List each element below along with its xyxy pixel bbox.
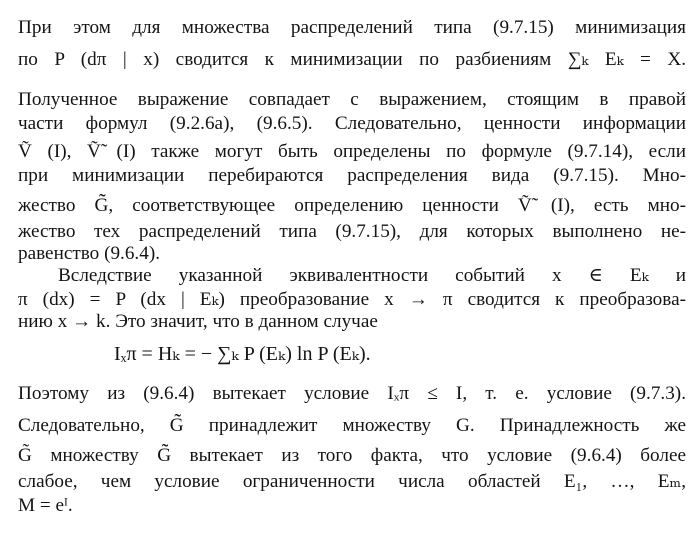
text-line-12: нию x → k. Это значит, что в данном случае (18, 311, 378, 332)
text-line-10: Вследствие указанной эквивалентности событий x ∈ Eₖ и (58, 265, 686, 286)
text-line-4: части формул (9.2.6а), (9.6.5). Следовательно, ценности информации (18, 113, 686, 134)
text-line-3: Полученное выражение совпадает с выражением, стоящим в правой (18, 89, 686, 110)
text-line-1: При этом для множества распределений типа (9.7.15) минимизация (18, 17, 686, 38)
text-line-15: G̃ множеству G̃̃ вытекает из того факта, что условие (9.6.4) более (18, 445, 686, 466)
text-line-11: π (dx) = P (dx | Eₖ) преобразование x → π сводится к преобразова- (18, 289, 686, 310)
text-line-16: слабое, чем условие ограниченности числа областей E₁, …, Eₘ, (18, 471, 686, 492)
text-line-5: Ṽ (I), Ṽ̃ (I) также могут быть определены по формуле (9.7.14), если (18, 141, 686, 162)
text-line-2: по P (dπ | x) сводится к минимизации по разбиениям ∑ₖ Eₖ = X. (18, 49, 686, 70)
text-line-8: жество тех распределений типа (9.7.15), для которых выполнено не- (18, 221, 686, 242)
text-line-6: при минимизации перебираются распределения вида (9.7.15). Мно- (18, 165, 686, 186)
text-line-7: жество G̃̃, соответствующее определению ценности Ṽ̃ (I), есть мно- (18, 195, 686, 216)
display-formula: Iₓπ = Hₖ = − ∑ₖ P (Eₖ) ln P (Eₖ). (114, 343, 371, 365)
text-line-17: M = eᴵ. (18, 495, 73, 516)
text-line-9: равенство (9.6.4). (18, 243, 161, 264)
text-line-14: Следовательно, G̃̃ принадлежит множеству G. Принадлежность же (18, 415, 686, 436)
text-line-13: Поэтому из (9.6.4) вытекает условие Iₓπ ≤ I, т. е. условие (9.7.3). (18, 383, 686, 404)
